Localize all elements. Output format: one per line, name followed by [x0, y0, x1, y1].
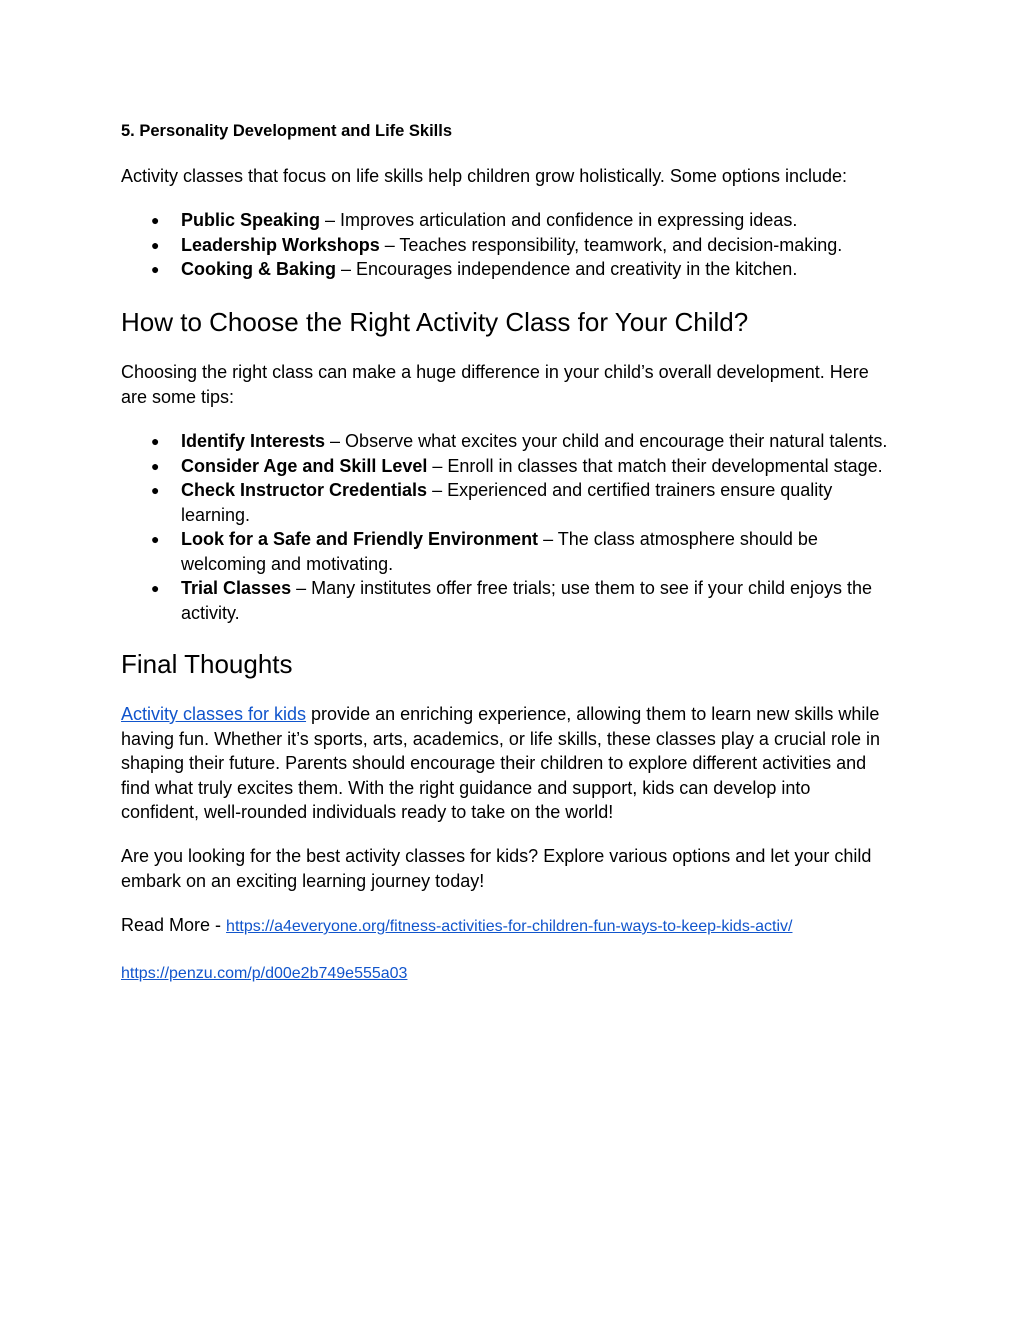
final-p1-line1-rest: provide an enriching experience, allowing them to learn new skills while	[306, 704, 880, 724]
section-heading-choose: How to Choose the Right Activity Class for Your Child?	[121, 307, 749, 337]
final-p2-line2: embark on an exciting learning journey today!	[121, 870, 485, 891]
final-paragraph-1	[121, 702, 911, 825]
list-item-term: Cooking & Baking	[181, 259, 337, 279]
read-more	[121, 913, 911, 940]
list-item-term: Check Instructor Credentials	[181, 480, 428, 500]
list-item-desc: – Encourages independence and creativity in the kitchen.	[336, 259, 798, 279]
list-item	[121, 527, 911, 576]
bullet-icon: ●	[151, 482, 160, 498]
final-p1-line2: having fun. Whether it’s sports, arts, academics, or life skills, these classes play a crucial role in	[121, 728, 880, 749]
choose-list	[121, 429, 911, 625]
list-item-desc-cont: welcoming and motivating.	[181, 553, 394, 574]
read-more-label: Read More -	[121, 915, 227, 935]
section-heading-final: Final Thoughts	[121, 649, 293, 679]
list-item-desc: – Experienced and certified trainers ensure quality	[427, 480, 833, 500]
final-paragraph-2	[121, 844, 911, 893]
bullet-icon: ●	[151, 212, 160, 228]
final-p1-line4: find what truly excites them. With the right guidance and support, kids can develop into	[121, 777, 811, 798]
list-item-term: Trial Classes	[181, 578, 292, 598]
penzu-link-line	[121, 960, 911, 987]
choose-intro	[121, 360, 911, 409]
list-item	[121, 257, 911, 282]
section5-intro-text: Activity classes that focus on life skills help children grow holistically. Some options include:	[121, 166, 847, 186]
read-more-link[interactable]: https://a4everyone.org/fitness-activities-for-children-fun-ways-to-keep-kids-activ/	[226, 918, 793, 935]
list-item	[121, 478, 911, 527]
activity-classes-link[interactable]: Activity classes for kids	[121, 704, 307, 724]
bullet-icon: ●	[151, 457, 160, 474]
list-item-term: Public Speaking	[181, 210, 321, 230]
final-p1-line3: shaping their future. Parents should encourage their children to explore different activities and	[121, 753, 867, 773]
list-item	[121, 429, 911, 454]
final-p1-line5: confident, well-rounded individuals ready to take on the world!	[121, 802, 614, 822]
list-item	[121, 208, 911, 233]
list-item-desc-cont: learning.	[181, 504, 251, 525]
section-heading-personality: 5. Personality Development and Life Skills	[121, 122, 453, 140]
list-item-desc: – Observe what excites your child and encourage their natural talents.	[325, 431, 888, 451]
bullet-icon: ●	[151, 580, 160, 596]
choose-intro-line2: are some tips:	[121, 386, 235, 407]
bullet-icon: ●	[151, 433, 160, 449]
final-p2-line1: Are you looking for the best activity classes for kids? Explore various options and let your child	[121, 846, 872, 866]
bullet-icon: ●	[151, 236, 160, 253]
list-item-term: Identify Interests	[181, 431, 326, 451]
section5-intro	[121, 164, 911, 189]
list-item-term: Leadership Workshops	[181, 234, 380, 255]
list-item-term: Consider Age and Skill Level	[181, 455, 428, 476]
choose-intro-line1: Choosing the right class can make a huge difference in your child’s overall development. Here	[121, 362, 869, 382]
bullet-icon: ●	[151, 531, 160, 547]
list-item-desc: – Improves articulation and confidence in expressing ideas.	[320, 210, 798, 230]
list-item-desc: – Many institutes offer free trials; use them to see if your child enjoys the	[291, 578, 873, 598]
list-item-desc: – Teaches responsibility, teamwork, and decision-making.	[379, 234, 843, 255]
list-item-desc: – The class atmosphere should be	[538, 529, 818, 549]
list-item-desc: – Enroll in classes that match their developmental stage.	[427, 455, 883, 476]
list-item	[121, 454, 911, 479]
section5-list	[121, 208, 911, 282]
list-item-desc-cont: activity.	[181, 602, 240, 623]
list-item	[121, 233, 911, 258]
bullet-icon: ●	[151, 261, 160, 277]
list-item-term: Look for a Safe and Friendly Environment	[181, 529, 539, 549]
list-item	[121, 576, 911, 625]
final-p1-line1	[121, 702, 911, 727]
penzu-link[interactable]: https://penzu.com/p/d00e2b749e555a03	[121, 965, 408, 982]
